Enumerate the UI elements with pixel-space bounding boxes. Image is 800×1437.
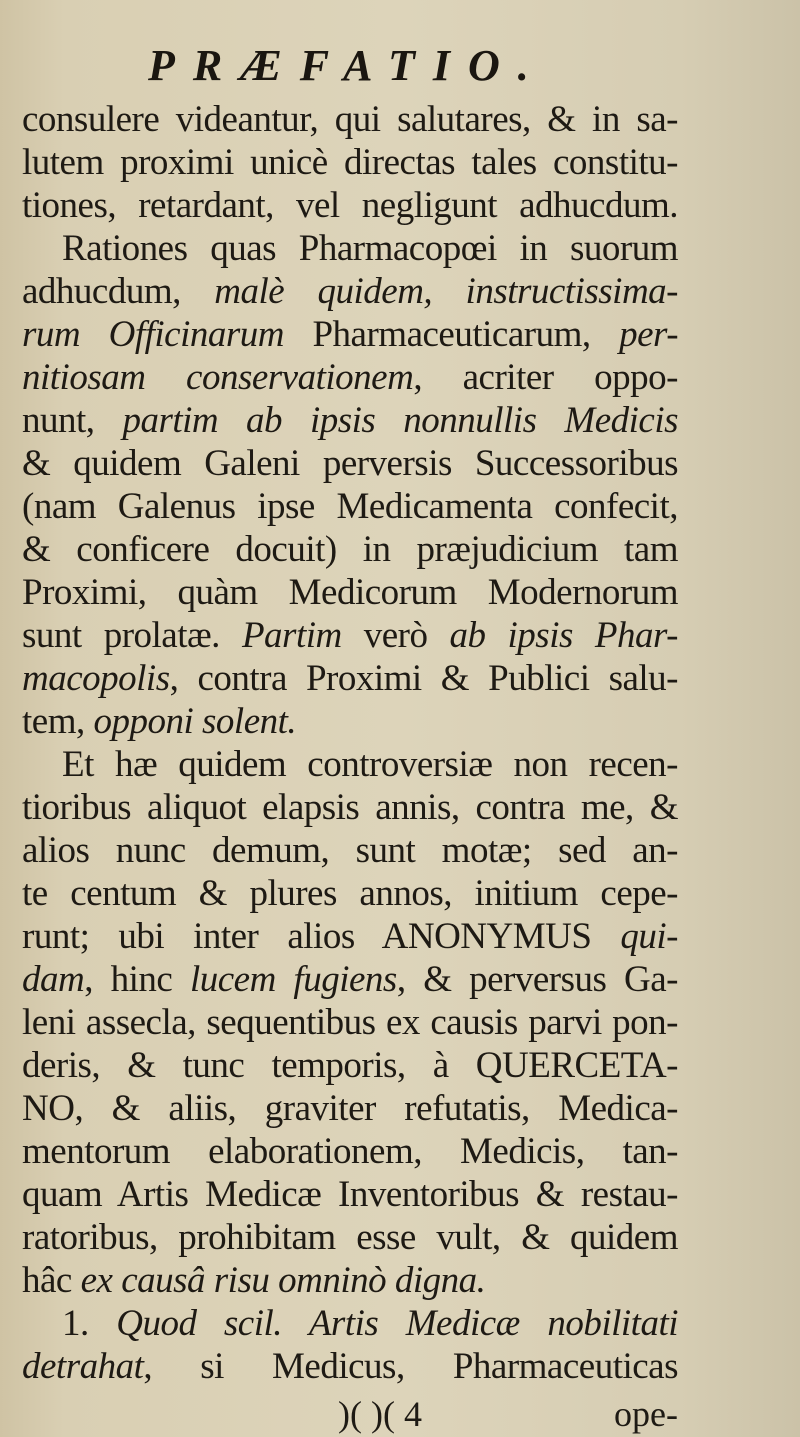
text-segment: quam Artis Medicæ Inventoribus & restau- (22, 1174, 678, 1215)
text-segment: tioribus aliquot elapsis annis, contra me, & (22, 787, 678, 828)
text-line (22, 1001, 678, 1044)
text-line (22, 356, 678, 399)
text-segment: deris, & tunc temporis, à QUERCETA- (22, 1045, 678, 1086)
text-segment: Proximi, quàm Medicorum Modernorum (22, 572, 678, 613)
text-segment: & quidem Galeni perversis Successoribus (22, 443, 678, 484)
text-segment: , si Medicus, Pharmaceuticas (143, 1346, 678, 1387)
text-segment: Pharmaceuticarum, (312, 314, 620, 355)
text-line (22, 1130, 678, 1173)
text-line (22, 485, 678, 528)
text-segment: leni assecla, sequentibus ex causis parvi pon- (22, 1002, 678, 1043)
italic-text: opponi solent. (93, 701, 297, 742)
text-line (22, 1345, 678, 1388)
text-line (22, 614, 678, 657)
text-line (22, 872, 678, 915)
text-segment: nunt, (22, 400, 123, 441)
text-segment: hâc (22, 1260, 81, 1301)
text-segment: & conficere docuit) in præjudicium tam (22, 529, 678, 570)
text-line (22, 227, 678, 270)
italic-text: ex causâ risu omninò digna. (80, 1260, 486, 1301)
text-segment: , acriter oppo- (413, 357, 678, 398)
text-line (22, 743, 678, 786)
text-segment: Et hæ quidem controversiæ non recen- (62, 744, 678, 785)
text-segment: tiones, retardant, vel negligunt adhucdum. (22, 185, 678, 226)
signature-mark: )( )( 4 (338, 1394, 422, 1434)
text-line (22, 528, 678, 571)
text-line (22, 270, 678, 313)
italic-text: qui- (620, 916, 678, 957)
text-segment: verò (363, 615, 450, 656)
text-line (22, 1216, 678, 1259)
text-line (22, 313, 678, 356)
text-segment: , & perversus Ga- (396, 959, 678, 1000)
text-line (22, 141, 678, 184)
italic-text: detrahat (22, 1346, 144, 1387)
text-line (22, 184, 678, 227)
italic-text: per- (619, 314, 679, 355)
text-line (22, 1302, 678, 1345)
page-title: PRÆFATIO. (148, 41, 547, 90)
italic-text: lucem fugiens (189, 959, 397, 1000)
text-segment: te centum & plures annos, initium cepe- (22, 873, 678, 914)
italic-text: malè quidem, instructissima- (214, 271, 678, 312)
text-segment: adhucdum, (22, 271, 215, 312)
italic-text: macopolis (22, 658, 170, 699)
text-line (22, 1173, 678, 1216)
text-segment: consulere videantur, qui salutares, & in sa- (22, 99, 678, 140)
text-segment: , contra Proximi & Publici salu- (169, 658, 678, 699)
italic-text: Quod scil. Artis Medicæ nobilitati (116, 1303, 679, 1344)
text-segment: tem, (22, 701, 94, 742)
catchword: ope- (614, 1394, 678, 1434)
text-line (22, 1087, 678, 1130)
text-line (22, 958, 678, 1001)
text-segment: , hinc (84, 959, 190, 1000)
text-segment: NO, & aliis, graviter refutatis, Medica- (22, 1088, 678, 1129)
italic-text: rum Officinarum (22, 314, 313, 355)
text-line (22, 1044, 678, 1087)
text-segment: ratoribus, prohibitam esse vult, & quidem (22, 1217, 678, 1258)
italic-text: partim ab ipsis nonnullis Medicis (122, 400, 679, 441)
italic-text: nitiosam conservationem (22, 357, 414, 398)
text-line (22, 829, 678, 872)
italic-text: ab ipsis Phar- (449, 615, 678, 656)
italic-text: dam (22, 959, 85, 1000)
text-segment: lutem proximi unicè directas tales constitu- (22, 142, 678, 183)
text-segment: Rationes quas Pharmacopœi in suorum (62, 228, 678, 269)
text-line (22, 399, 678, 442)
text-line (22, 442, 678, 485)
text-line (22, 786, 678, 829)
text-segment: mentorum elaborationem, Medicis, tan- (22, 1131, 678, 1172)
text-line (22, 571, 678, 614)
text-line (22, 98, 678, 141)
text-line (22, 657, 678, 700)
text-segment: (nam Galenus ipse Medicamenta confecit, (22, 486, 678, 527)
text-segment: sunt prolatæ. (22, 615, 242, 656)
text-segment: runt; ubi inter alios ANONYMUS (22, 916, 621, 957)
italic-text: Partim (241, 615, 364, 656)
text-line (22, 915, 678, 958)
text-segment: 1. (62, 1303, 117, 1344)
text-segment: alios nunc demum, sunt motæ; sed an- (22, 830, 678, 871)
text-line (22, 1259, 678, 1302)
text-line (22, 700, 678, 743)
